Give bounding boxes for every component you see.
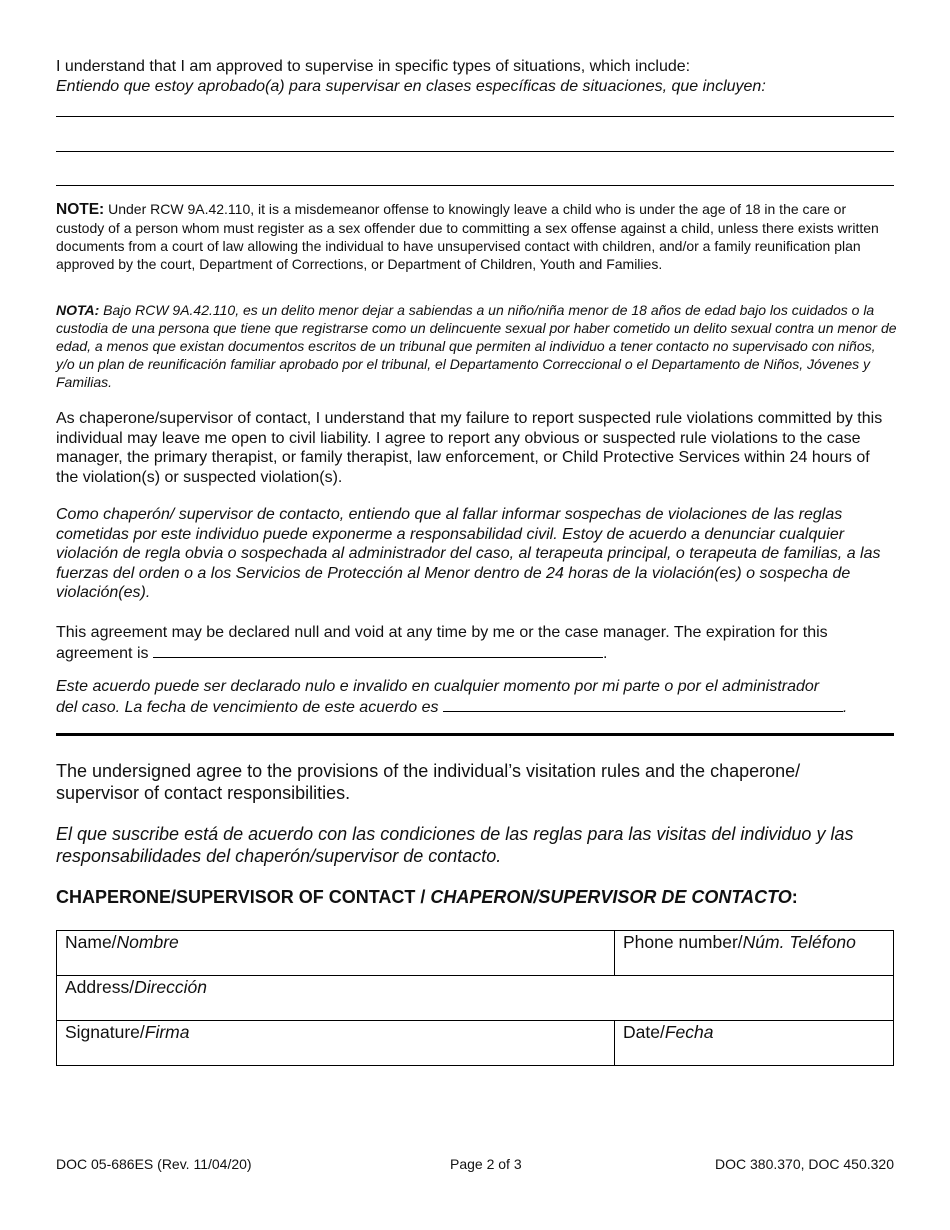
expiration-english <box>56 623 906 663</box>
situation-line-1[interactable] <box>56 116 894 117</box>
expiration-english-line1: This agreement may be declared null and void at any time by me or the case manager. The expiration for this <box>56 624 828 641</box>
phone-field[interactable] <box>615 931 894 976</box>
intro-block <box>56 57 896 96</box>
intro-spanish: Entiendo que estoy aprobado(a) para supervisar en clases específicas de situaciones, que incluyen: <box>56 77 766 95</box>
expiration-spanish <box>56 677 906 717</box>
situation-line-2[interactable] <box>56 151 894 152</box>
liability-english: As chaperone/supervisor of contact, I understand that my failure to report suspected rule violations committed by this individual may leave me open to civil liability. I agree to report any obvious or suspected rule violations to the case manager, the primary therapist, or family therapist, law enforcement, or Child Protective Services within 24 hours of the violation(s) or suspected violation(s). <box>56 410 883 486</box>
policy-reference: DOC 380.370, DOC 450.320 <box>715 1156 894 1172</box>
note-text: Under RCW 9A.42.110, it is a misdemeanor offense to knowingly leave a child who is under the age of 18 in the care or custody of a person whom must register as a sex offender due to committing a sex offense against a child, unless there exists written documents from a court of law allowing the individual to have unsupervised contact with children, and/or a family reunification plan approved by the court, Department of Corrections, or Department of Children, Youth and Families. <box>56 201 879 272</box>
section-heading <box>56 886 798 908</box>
nota-text: Bajo RCW 9A.42.110, es un delito menor dejar a sabiendas a un niño/niña menor de 18 años de edad bajo los cuidados o la custodia de una persona que tiene que registrarse como un delincuente sexual por haber cometido un delito sexual contra un menor de edad, a menos que existan documentos escritos de un tribunal que permiten al individuo a tener contacto no supervisado con niños, y/o un plan de reunificación familiar aprobado por el tribunal, el Departamento Correccional o el Departamento de Niños, Jóvenes y Familias. <box>56 302 897 390</box>
name-field[interactable] <box>57 931 615 976</box>
date-field[interactable] <box>615 1021 894 1066</box>
section-heading-colon: : <box>791 887 798 907</box>
nombre-label: Nombre <box>116 932 179 952</box>
fecha-label: Fecha <box>664 1022 714 1042</box>
direccion-label: Dirección <box>134 977 208 997</box>
section-heading-english: CHAPERONE/SUPERVISOR OF CONTACT / <box>56 887 431 907</box>
undersigned-english: The undersigned agree to the provisions of the individual’s visitation rules and the chaperone/ supervisor of contact responsibilities. <box>56 761 801 803</box>
name-label: Name/ <box>65 932 117 952</box>
firma-label: Firma <box>144 1022 190 1042</box>
expiration-english-line2: agreement is <box>56 644 149 662</box>
signature-label: Signature/ <box>65 1022 145 1042</box>
expiration-period: . <box>602 644 608 662</box>
phone-label: Phone number/ <box>623 932 743 952</box>
note-spanish <box>56 301 898 391</box>
section-heading-spanish: CHAPERON/SUPERVISOR DE CONTACTO <box>430 887 792 907</box>
expiration-spanish-line2: del caso. La fecha de vencimiento de este acuerdo es <box>56 698 439 716</box>
nota-label: NOTA: <box>56 302 100 318</box>
chaperone-info-table <box>56 930 894 1066</box>
date-label: Date/ <box>623 1022 665 1042</box>
expiration-date-field[interactable] <box>153 643 603 658</box>
intro-english: I understand that I am approved to supervise in specific types of situations, which include: <box>56 58 691 75</box>
address-label: Address/ <box>65 977 135 997</box>
vencimiento-date-field[interactable] <box>443 697 843 712</box>
note-label: NOTE: <box>56 201 105 218</box>
signature-field[interactable] <box>57 1021 615 1066</box>
telefono-label: Núm. Teléfono <box>742 932 856 952</box>
note-english <box>56 200 896 273</box>
address-field[interactable] <box>57 976 894 1021</box>
undersigned-spanish: El que suscribe está de acuerdo con las condiciones de las reglas para las visitas del individuo y las responsabilidades del chaperón/supervisor de contacto. <box>56 824 854 866</box>
vencimiento-period: . <box>842 698 848 716</box>
section-divider <box>56 733 894 736</box>
expiration-spanish-line1: Este acuerdo puede ser declarado nulo e invalido en cualquier momento por mi parte o por el administrador <box>56 678 820 695</box>
form-id: DOC 05-686ES (Rev. 11/04/20) <box>56 1156 252 1172</box>
page-number: Page 2 of 3 <box>450 1156 522 1172</box>
situation-line-3[interactable] <box>56 185 894 186</box>
liability-spanish: Como chaperón/ supervisor de contacto, entiendo que al fallar informar sospechas de violaciones de las reglas cometidas por este individuo puede exponerme a responsabilidad civil. Estoy de acuerdo a denunciar cualquier violación de regla obvia o sospechada al administrador del caso, al terapeuta principal, o terapeuta de familias, a las fuerzas del orden o a los Servicios de Protección al Menor dentro de 24 horas de la violación(es) o sospecha de violación(es). <box>56 506 881 601</box>
